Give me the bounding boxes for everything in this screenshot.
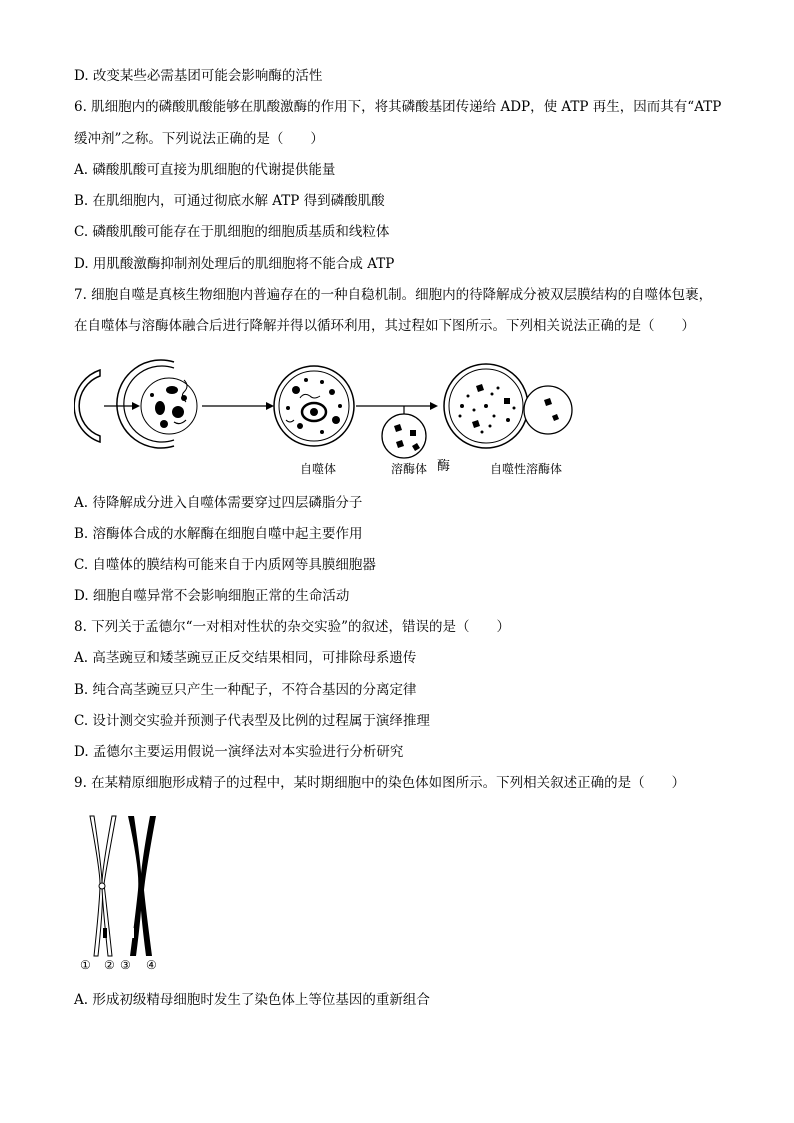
autolysosome [444, 364, 572, 448]
label-autolysosome: 自噬性溶酶体 [490, 462, 563, 476]
q7-option-c: C. 自噬体的膜结构可能来自于内质网等具膜细胞器 [74, 557, 376, 573]
label-lysosome: 溶酶体 [391, 462, 428, 476]
q6-option-a: A. 磷酸肌酸可直接为肌细胞的代谢提供能量 [74, 162, 336, 178]
q6-option-d: D. 用肌酸激酶抑制剂处理后的肌细胞将不能合成 ATP [74, 256, 395, 272]
black-chromosome [128, 816, 156, 956]
q7-option-b: B. 溶酶体合成的水解酶在细胞自噬中起主要作用 [74, 526, 363, 542]
q8-option-a: A. 高茎豌豆和矮茎豌豆正反交结果相同，可排除母系遗传 [74, 650, 417, 666]
q6-stem-line1: 6. 肌细胞内的磷酸肌酸能够在肌酸激酶的作用下，将其磷酸基团传递给 ADP，使 ATP 再生，因而其有“ATP [74, 99, 722, 115]
q7-option-a: A. 待降解成分进入自噬体需要穿过四层磷脂分子 [74, 495, 363, 511]
chromosome-label-3: ③ [120, 958, 131, 972]
q5-option-d: D. 改变某些必需基团可能会影响酶的活性 [74, 68, 323, 84]
q7-stem-line1: 7. 细胞自噬是真核生物细胞内普遍存在的一种自稳机制。细胞内的待降解成分被双层膜结构的自噬体包裹， [74, 287, 713, 303]
q7-stem-line2: 在自噬体与溶酶体融合后进行降解并得以循环利用，其过程如下图所示。下列相关说法正确的是（ ） [74, 318, 695, 334]
q8-option-d: D. 孟德尔主要运用假说一演绎法对本实验进行分析研究 [74, 744, 404, 760]
chromosome-label-1: ① [80, 958, 91, 972]
q8-option-b: B. 纯合高茎豌豆只产生一种配子，不符合基因的分离定律 [74, 682, 417, 698]
q8-stem: 8. 下列关于孟德尔“一对相对性状的杂交实验”的叙述，错误的是（ ） [74, 619, 510, 635]
chromosome-diagram [80, 810, 170, 960]
forming-autophagosome [117, 360, 197, 448]
white-chromosome [90, 816, 116, 956]
phagophore [74, 370, 100, 442]
autophagosome [274, 366, 354, 446]
q6-option-c: C. 磷酸肌酸可能存在于肌细胞的细胞质基质和线粒体 [74, 224, 390, 240]
chromosome-label-2: ② [104, 958, 115, 972]
label-autophagosome: 自噬体 [300, 462, 337, 476]
q6-option-b: B. 在肌细胞内，可通过彻底水解 ATP 得到磷酸肌酸 [74, 193, 385, 209]
q8-option-c: C. 设计测交实验并预测子代表型及比例的过程属于演绎推理 [74, 713, 430, 729]
q6-stem-line2: 缓冲剂”之称。下列说法正确的是（ ） [74, 131, 324, 147]
q9-stem: 9. 在某精原细胞形成精子的过程中，某时期细胞中的染色体如图所示。下列相关叙述正确的是（ ） [74, 775, 686, 791]
lysosome [382, 414, 426, 458]
chromosome-label-4: ④ [146, 958, 157, 972]
q7-option-d: D. 细胞自噬异常不会影响细胞正常的生命活动 [74, 588, 350, 604]
q9-option-a: A. 形成初级精母细胞时发生了染色体上等位基因的重新组合 [74, 992, 430, 1008]
label-enzyme: 酶 [437, 459, 451, 474]
